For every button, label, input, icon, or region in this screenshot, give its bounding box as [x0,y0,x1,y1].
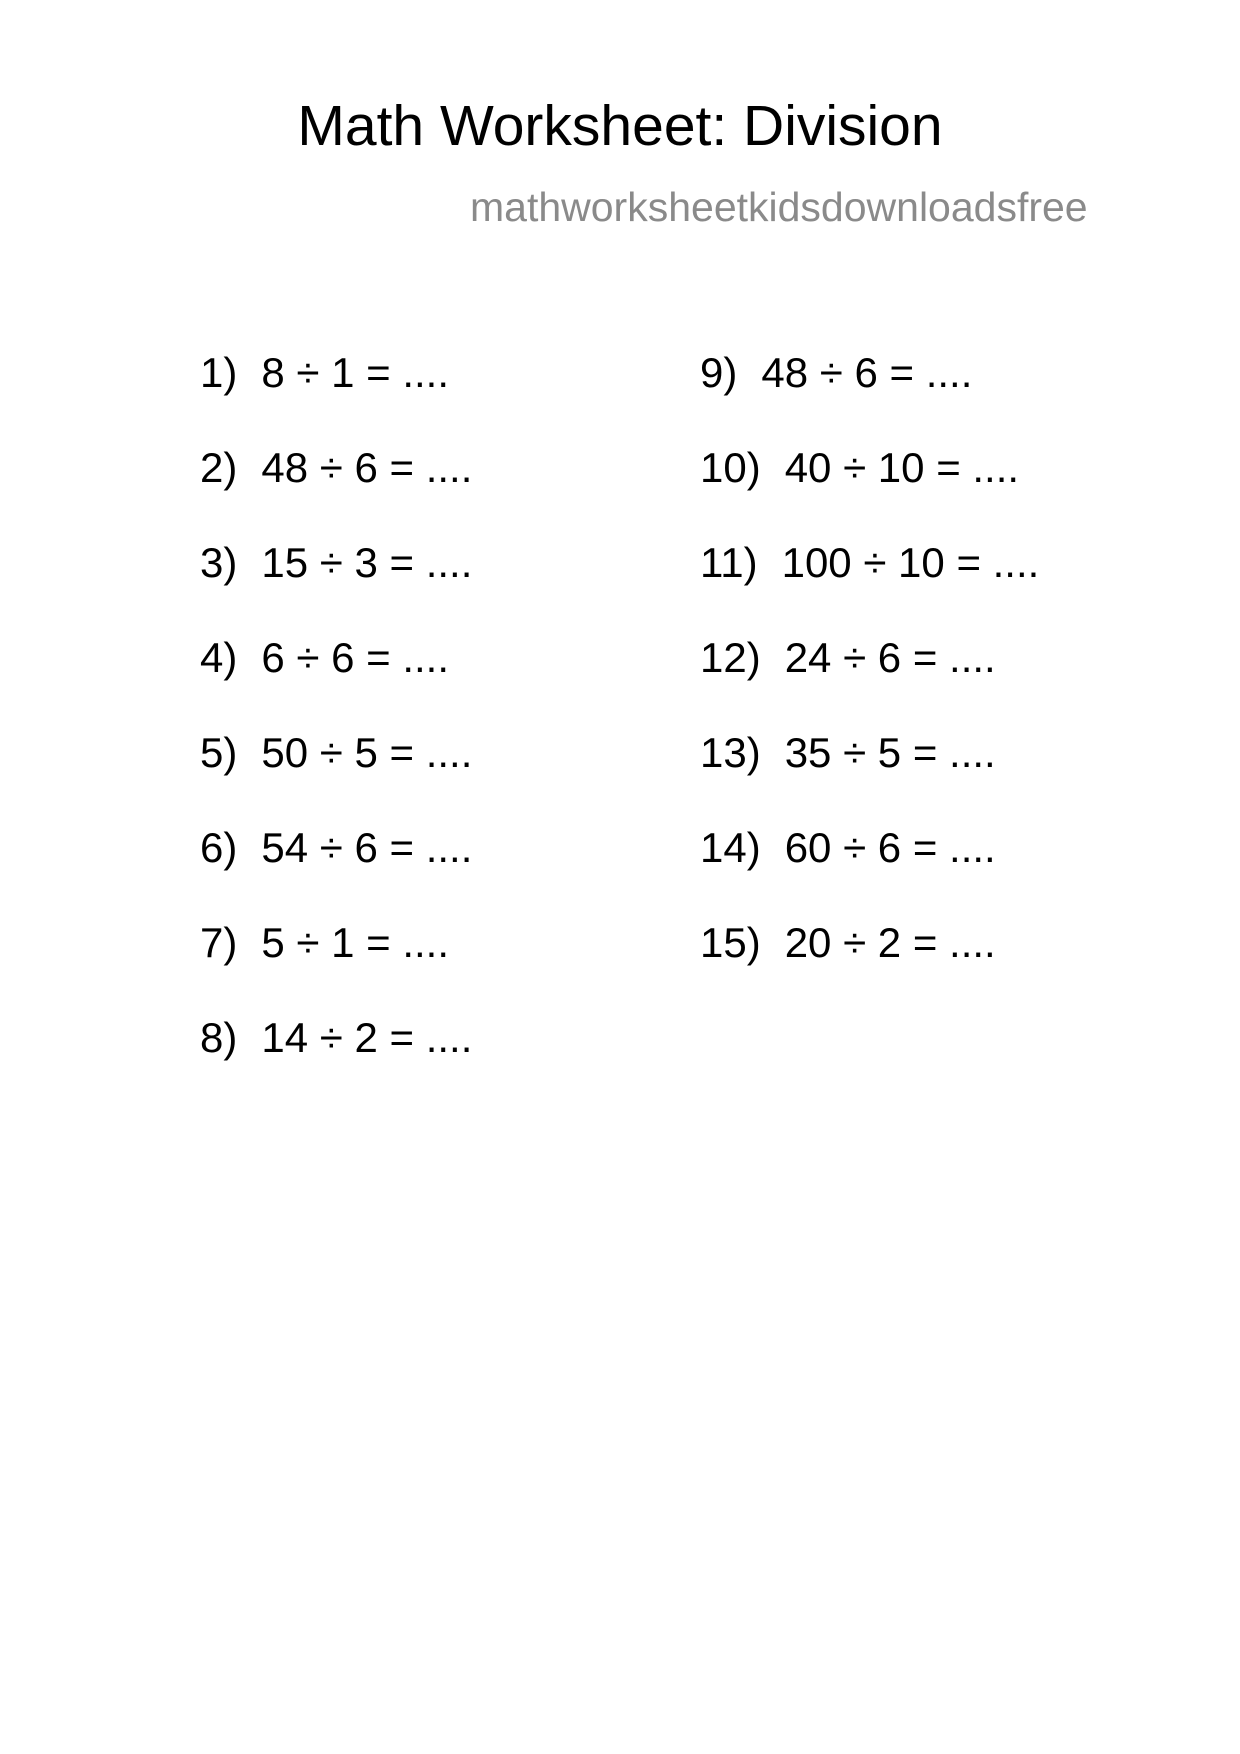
problem-expression: 6 ÷ 6 = .... [261,634,450,681]
problem-7 [200,919,472,1017]
problem-expression: 5 ÷ 1 = .... [261,919,450,966]
problem-14 [700,824,1039,922]
page-title: Math Worksheet: Division [297,94,943,158]
problem-number: 12) [700,634,761,681]
problem-expression: 8 ÷ 1 = .... [261,349,450,396]
problem-expression: 50 ÷ 5 = .... [261,729,473,776]
problem-expression: 48 ÷ 6 = .... [261,444,473,491]
problem-number: 1) [200,349,238,396]
problem-number: 4) [200,634,238,681]
problem-expression: 35 ÷ 5 = .... [784,729,996,776]
problem-2 [200,444,473,542]
problem-12 [700,634,1039,732]
problem-column-right [700,349,1040,1017]
problem-number: 10) [700,444,761,491]
problem-number: 14) [700,824,761,871]
problem-1 [200,349,472,447]
problem-number: 11) [700,539,758,586]
problem-number: 9) [700,349,738,396]
problem-6 [200,824,473,922]
problem-expression: 15 ÷ 3 = .... [261,539,473,586]
problem-column-left [200,349,473,1112]
problem-expression: 100 ÷ 10 = .... [781,539,1040,586]
problem-4 [200,634,472,732]
problem-8 [200,1014,473,1112]
problem-expression: 54 ÷ 6 = .... [261,824,473,871]
problem-number: 6) [200,824,238,871]
problem-number: 5) [200,729,238,776]
problem-expression: 24 ÷ 6 = .... [784,634,996,681]
problem-13 [700,729,1039,827]
problem-11 [700,539,1040,637]
problem-number: 2) [200,444,238,491]
problem-number: 13) [700,729,761,776]
problem-expression: 40 ÷ 10 = .... [784,444,1020,491]
problem-number: 15) [700,919,761,966]
problem-number: 7) [200,919,238,966]
site-watermark: mathworksheetkidsdownloadsfree [470,184,1088,230]
problem-10 [700,444,1039,542]
problem-9 [700,349,1039,447]
problem-5 [200,729,473,827]
problem-15 [700,919,1039,1017]
problem-3 [200,539,473,637]
problem-expression: 48 ÷ 6 = .... [761,349,973,396]
problem-expression: 60 ÷ 6 = .... [784,824,996,871]
problem-expression: 20 ÷ 2 = .... [784,919,996,966]
problem-number: 3) [200,539,238,586]
problem-number: 8) [200,1014,238,1061]
problem-expression: 14 ÷ 2 = .... [261,1014,473,1061]
